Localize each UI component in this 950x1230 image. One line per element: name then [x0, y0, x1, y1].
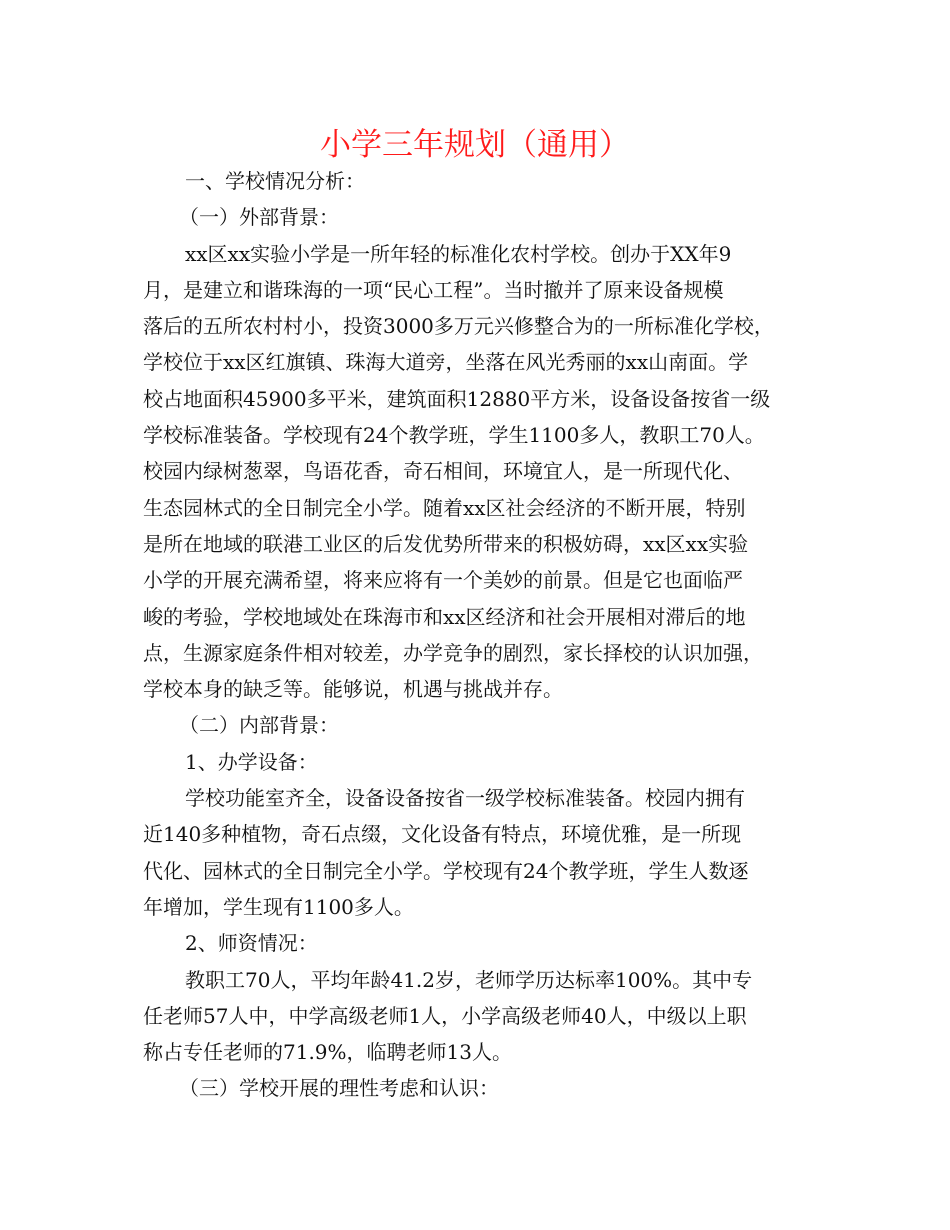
- paragraph-line: 近140多种植物，奇石点缀，文化设备有特点，环境优雅，是一所现: [143, 822, 742, 847]
- paragraph-line: 任老师57人中，中学高级老师1人，小学高级老师40人，中级以上职: [143, 1003, 747, 1028]
- paragraph-line: 校占地面积45900多平米，建筑面积12880平方米，设备设备按省一级: [143, 386, 771, 411]
- paragraph-line: 年增加，学生现有1100多人。: [143, 894, 414, 919]
- paragraph-line: 点，生源家庭条件相对较差，办学竞争的剧烈，家长择校的认识加强，: [143, 640, 763, 665]
- paragraph-line: 代化、园林式的全日制完全小学。学校现有24个教学班，学生人数逐: [143, 858, 749, 883]
- document-body: [143, 163, 813, 1107]
- paragraph-line: 学校位于xx区红旗镇、珠海大道旁，坐落在风光秀丽的xx山南面。学: [143, 350, 749, 375]
- paragraph-line: xx区xx实验小学是一所年轻的标准化农村学校。创办于XX年9: [185, 241, 732, 266]
- paragraph-line: 是所在地域的联港工业区的后发优势所带来的积极妨碍，xx区xx实验: [143, 531, 749, 556]
- paragraph-line: 峻的考验，学校地域处在珠海市和xx区经济和社会开展相对滞后的地: [143, 604, 746, 629]
- paragraph-line: 校园内绿树葱翠，鸟语花香，奇石相间，环境宜人，是一所现代化、: [143, 459, 743, 484]
- paragraph-line: 落后的五所农村村小，投资3000多万元兴修整合为的一所标准化学校，: [143, 314, 774, 339]
- paragraph-line: 学校标准装备。学校现有24个教学班，学生1100多人，教职工70人。: [143, 423, 765, 448]
- paragraph-line: 生态园林式的全日制完全小学。随着xx区社会经济的不断开展，特别: [143, 495, 746, 520]
- paragraph-line: 教职工70人，平均年龄41.2岁，老师学历达标率100%。其中专: [185, 967, 753, 992]
- item-heading: 2、师资情况：: [185, 931, 318, 956]
- subsection-heading: （一）外部背景：: [179, 205, 339, 230]
- subsection-heading: （二）内部背景：: [179, 713, 339, 738]
- paragraph-line: 学校功能室齐全，设备设备按省一级学校标准装备。校园内拥有: [185, 786, 745, 811]
- paragraph-line: 称占专任老师的71.9%，临聘老师13人。: [143, 1040, 512, 1065]
- paragraph-line: 小学的开展充满希望，将来应将有一个美妙的前景。但是它也面临严: [143, 568, 743, 593]
- paragraph-line: 学校本身的缺乏等。能够说，机遇与挑战并存。: [143, 677, 563, 702]
- item-heading: 1、办学设备：: [185, 749, 318, 774]
- document-title: 小学三年规划（通用）: [320, 127, 630, 163]
- subsection-heading: （三）学校开展的理性考虑和认识：: [179, 1076, 499, 1101]
- paragraph-line: 月，是建立和谐珠海的一项“民心工程”。当时撤并了原来设备规模: [143, 277, 724, 302]
- section-heading: 一、学校情况分析：: [185, 169, 365, 193]
